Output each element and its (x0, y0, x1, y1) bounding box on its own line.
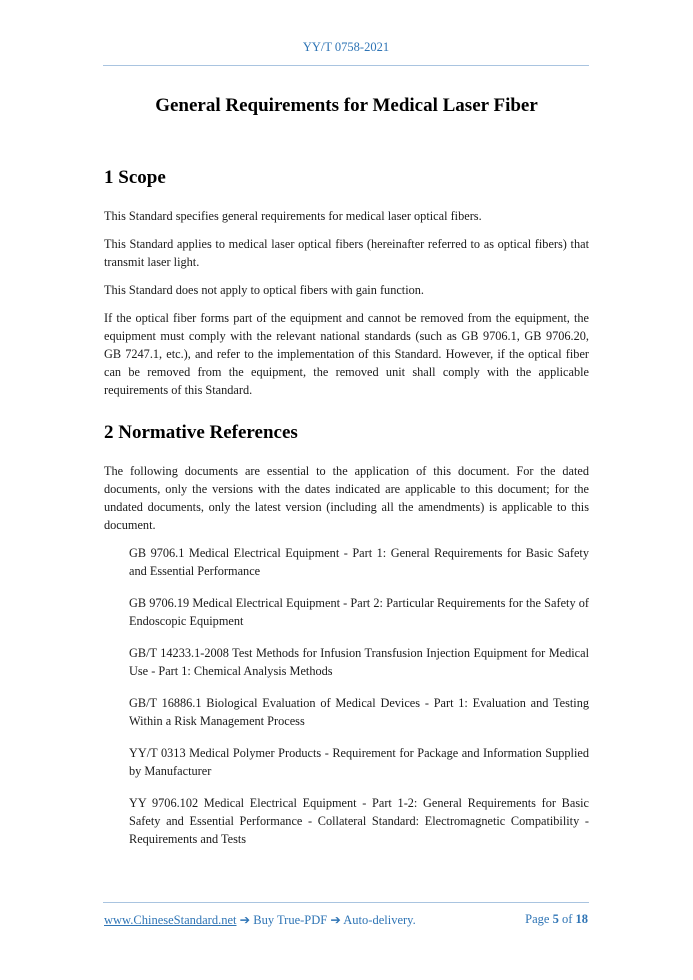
section-heading-scope: 1 Scope (104, 167, 166, 188)
reference-item: GB/T 14233.1-2008 Test Methods for Infusion Transfusion Injection Equipment for Medical Use - Part 1: Chemical Analysis Methods (129, 646, 589, 678)
auto-delivery-text: Auto-delivery. (343, 913, 416, 927)
paragraph: This Standard applies to medical laser optical fibers (hereinafter referred to as optical fibers) that transmit laser light. (104, 237, 589, 269)
arrow-right-icon: ➔ (330, 913, 341, 927)
reference-item: GB 9706.1 Medical Electrical Equipment - Part 1: General Requirements for Basic Safety and Essential Performance (129, 546, 589, 578)
document-title: General Requirements for Medical Laser Fiber (155, 95, 538, 116)
website-link[interactable]: www.ChineseStandard.net (104, 913, 237, 927)
header-divider (103, 65, 589, 66)
footer-promo (104, 912, 416, 928)
paragraph: This Standard specifies general requirements for medical laser optical fibers. (104, 209, 482, 223)
paragraph: The following documents are essential to the application of this document. For the dated documents, only the versions with the dates indicated are applicable to this document; for the undated documents, only the latest version (including all the amendments) is applicable to this document. (104, 464, 589, 532)
running-header: YY/T 0758-2021 (302, 40, 390, 54)
buy-pdf-text: Buy True-PDF (253, 913, 328, 927)
total-pages: 18 (575, 912, 588, 926)
reference-item: YY 9706.102 Medical Electrical Equipment - Part 1-2: General Requirements for Basic Safety and Essential Performance - Collateral Standard: Electromagnetic Compatibility - Requirements and Tests (129, 796, 589, 846)
document-body (104, 166, 589, 848)
reference-item: GB/T 16886.1 Biological Evaluation of Medical Devices - Part 1: Evaluation and Testing Within a Risk Management Process (129, 696, 589, 728)
reference-item: YY/T 0313 Medical Polymer Products - Requirement for Package and Information Supplied by Manufacturer (129, 746, 589, 778)
reference-item: GB 9706.19 Medical Electrical Equipment - Part 2: Particular Requirements for the Safety of Endoscopic Equipment (129, 596, 589, 628)
page-number (525, 912, 588, 927)
paragraph: If the optical fiber forms part of the equipment and cannot be removed from the equipment, the equipment must comply with the relevant national standards (such as GB 9706.1, GB 9706.20, GB 7247.1, etc.), and refer to the implementation of this Standard. However, if the optical fiber can be removed from the equipment, the removed unit shall comply with the applicable requirements of this Standard. (104, 311, 589, 397)
arrow-right-icon: ➔ (239, 913, 251, 927)
paragraph: This Standard does not apply to optical fibers with gain function. (104, 283, 425, 297)
section-heading-normative-references: 2 Normative References (104, 422, 298, 443)
current-page: 5 (552, 912, 559, 926)
page-label: Page (525, 912, 550, 926)
footer-divider (103, 902, 589, 903)
of-label: of (561, 912, 573, 926)
